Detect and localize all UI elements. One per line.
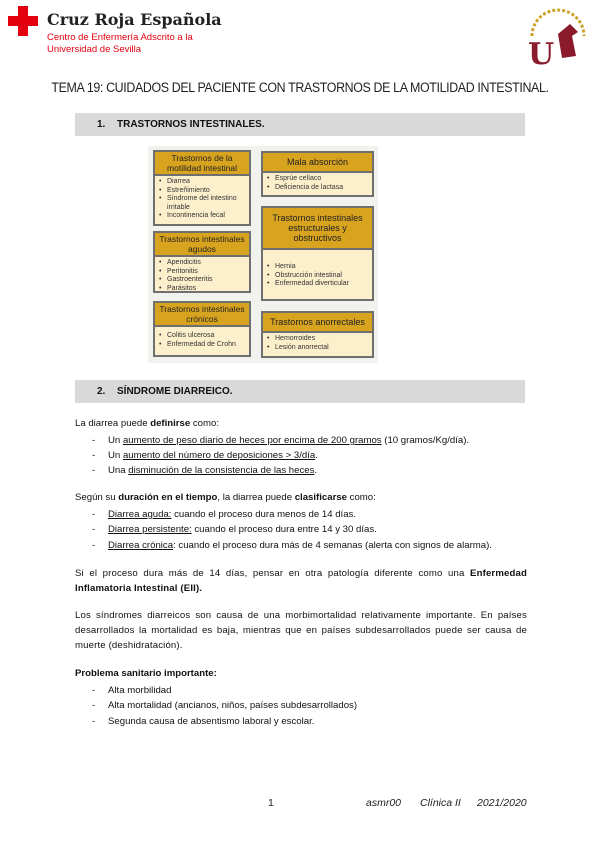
list-item: - Segunda causa de absentismo laboral y escolar. (92, 716, 315, 727)
list-item: - Una disminución de la consistencia de las heces. (92, 465, 318, 476)
brand-subtitle-1: Centro de Enfermería Adscrito a la (47, 32, 193, 43)
list-item: - Un aumento del número de deposiciones > 3/día. (92, 450, 318, 461)
page-number: 1 (268, 797, 274, 809)
diagram-box: Trastornos anorrectales • Hemorroides • Lesión anorrectal (261, 311, 374, 358)
list-item: - Un aumento de peso diario de heces por encima de 200 gramos (10 gramos/Kg/día). (92, 435, 470, 446)
diagram-box: Trastornos intestinales agudos • Apendicitis • Peritonitis • Gastroenteritis • Parásitos (153, 231, 251, 293)
diagram-box: Mala absorción • Esprúe celíaco • Deficiencia de lactasa (261, 151, 374, 197)
paragraph-eii: Si el proceso dura más de 14 días, pensar en otra patología diferente como una Enfermedad Inflamatoria Intestinal (EII). (75, 568, 527, 594)
page-title: TEMA 19: CUIDADOS DEL PACIENTE CON TRASTORNOS DE LA MOTILIDAD INTESTINAL. (51, 80, 549, 95)
universidad-sevilla-logo (522, 6, 594, 68)
section-1-heading: 1. TRASTORNOS INTESTINALES. (75, 113, 525, 136)
diagram-box: Trastornos intestinales estructurales y obstructivos • Hernia • Obstrucción intestinal • Enfermedad diverticular (261, 206, 374, 301)
list-item: - Diarrea persistente: cuando el proceso dura entre 14 y 30 días. (92, 524, 377, 535)
diagram-box: Trastornos de la motilidad intestinal • Diarrea • Estreñimiento • Síndrome del intestino irritable • Incontinencia fecal (153, 150, 251, 226)
intestinal-disorders-diagram (148, 146, 378, 363)
brand-subtitle-2: Universidad de Sevilla (47, 44, 141, 55)
list-item: - Alta mortalidad (ancianos, niños, países subdesarrollados) (92, 700, 358, 711)
section-2-heading: 2. SÍNDROME DIARREICO. (75, 380, 525, 403)
list-item: - Diarrea aguda: cuando el proceso dura menos de 14 días. (92, 509, 357, 520)
diagram-box: Trastornos intestinales crónicos • Colitis ulcerosa • Enfermedad de Crohn (153, 301, 251, 357)
paragraph-morbimortality: Los síndromes diarreicos son causa de una morbimortalidad relativamente importante. En países desarrollados la mortalidad es baja, mientras que en países subdesarrollados puede ser causa de muerte (deshidratación). (75, 610, 527, 651)
svg-text:U: U (528, 37, 555, 68)
footer-subject: Clínica II (420, 797, 461, 809)
list-item: - Alta morbilidad (92, 685, 172, 696)
footer-author: asmr00 (366, 797, 402, 809)
definition-intro: La diarrea puede definirse como: (75, 418, 220, 429)
problem-heading: Problema sanitario importante: (75, 668, 217, 679)
red-cross-logo (8, 6, 38, 36)
brand-name: Cruz Roja Española (47, 10, 222, 29)
duration-intro: Según su duración en el tiempo, la diarrea puede clasificarse como: (75, 492, 376, 503)
list-item: - Diarrea crónica: cuando el proceso dura más de 4 semanas (alerta con signos de alarma). (92, 540, 492, 551)
footer-year: 2021/2020 (477, 797, 527, 809)
